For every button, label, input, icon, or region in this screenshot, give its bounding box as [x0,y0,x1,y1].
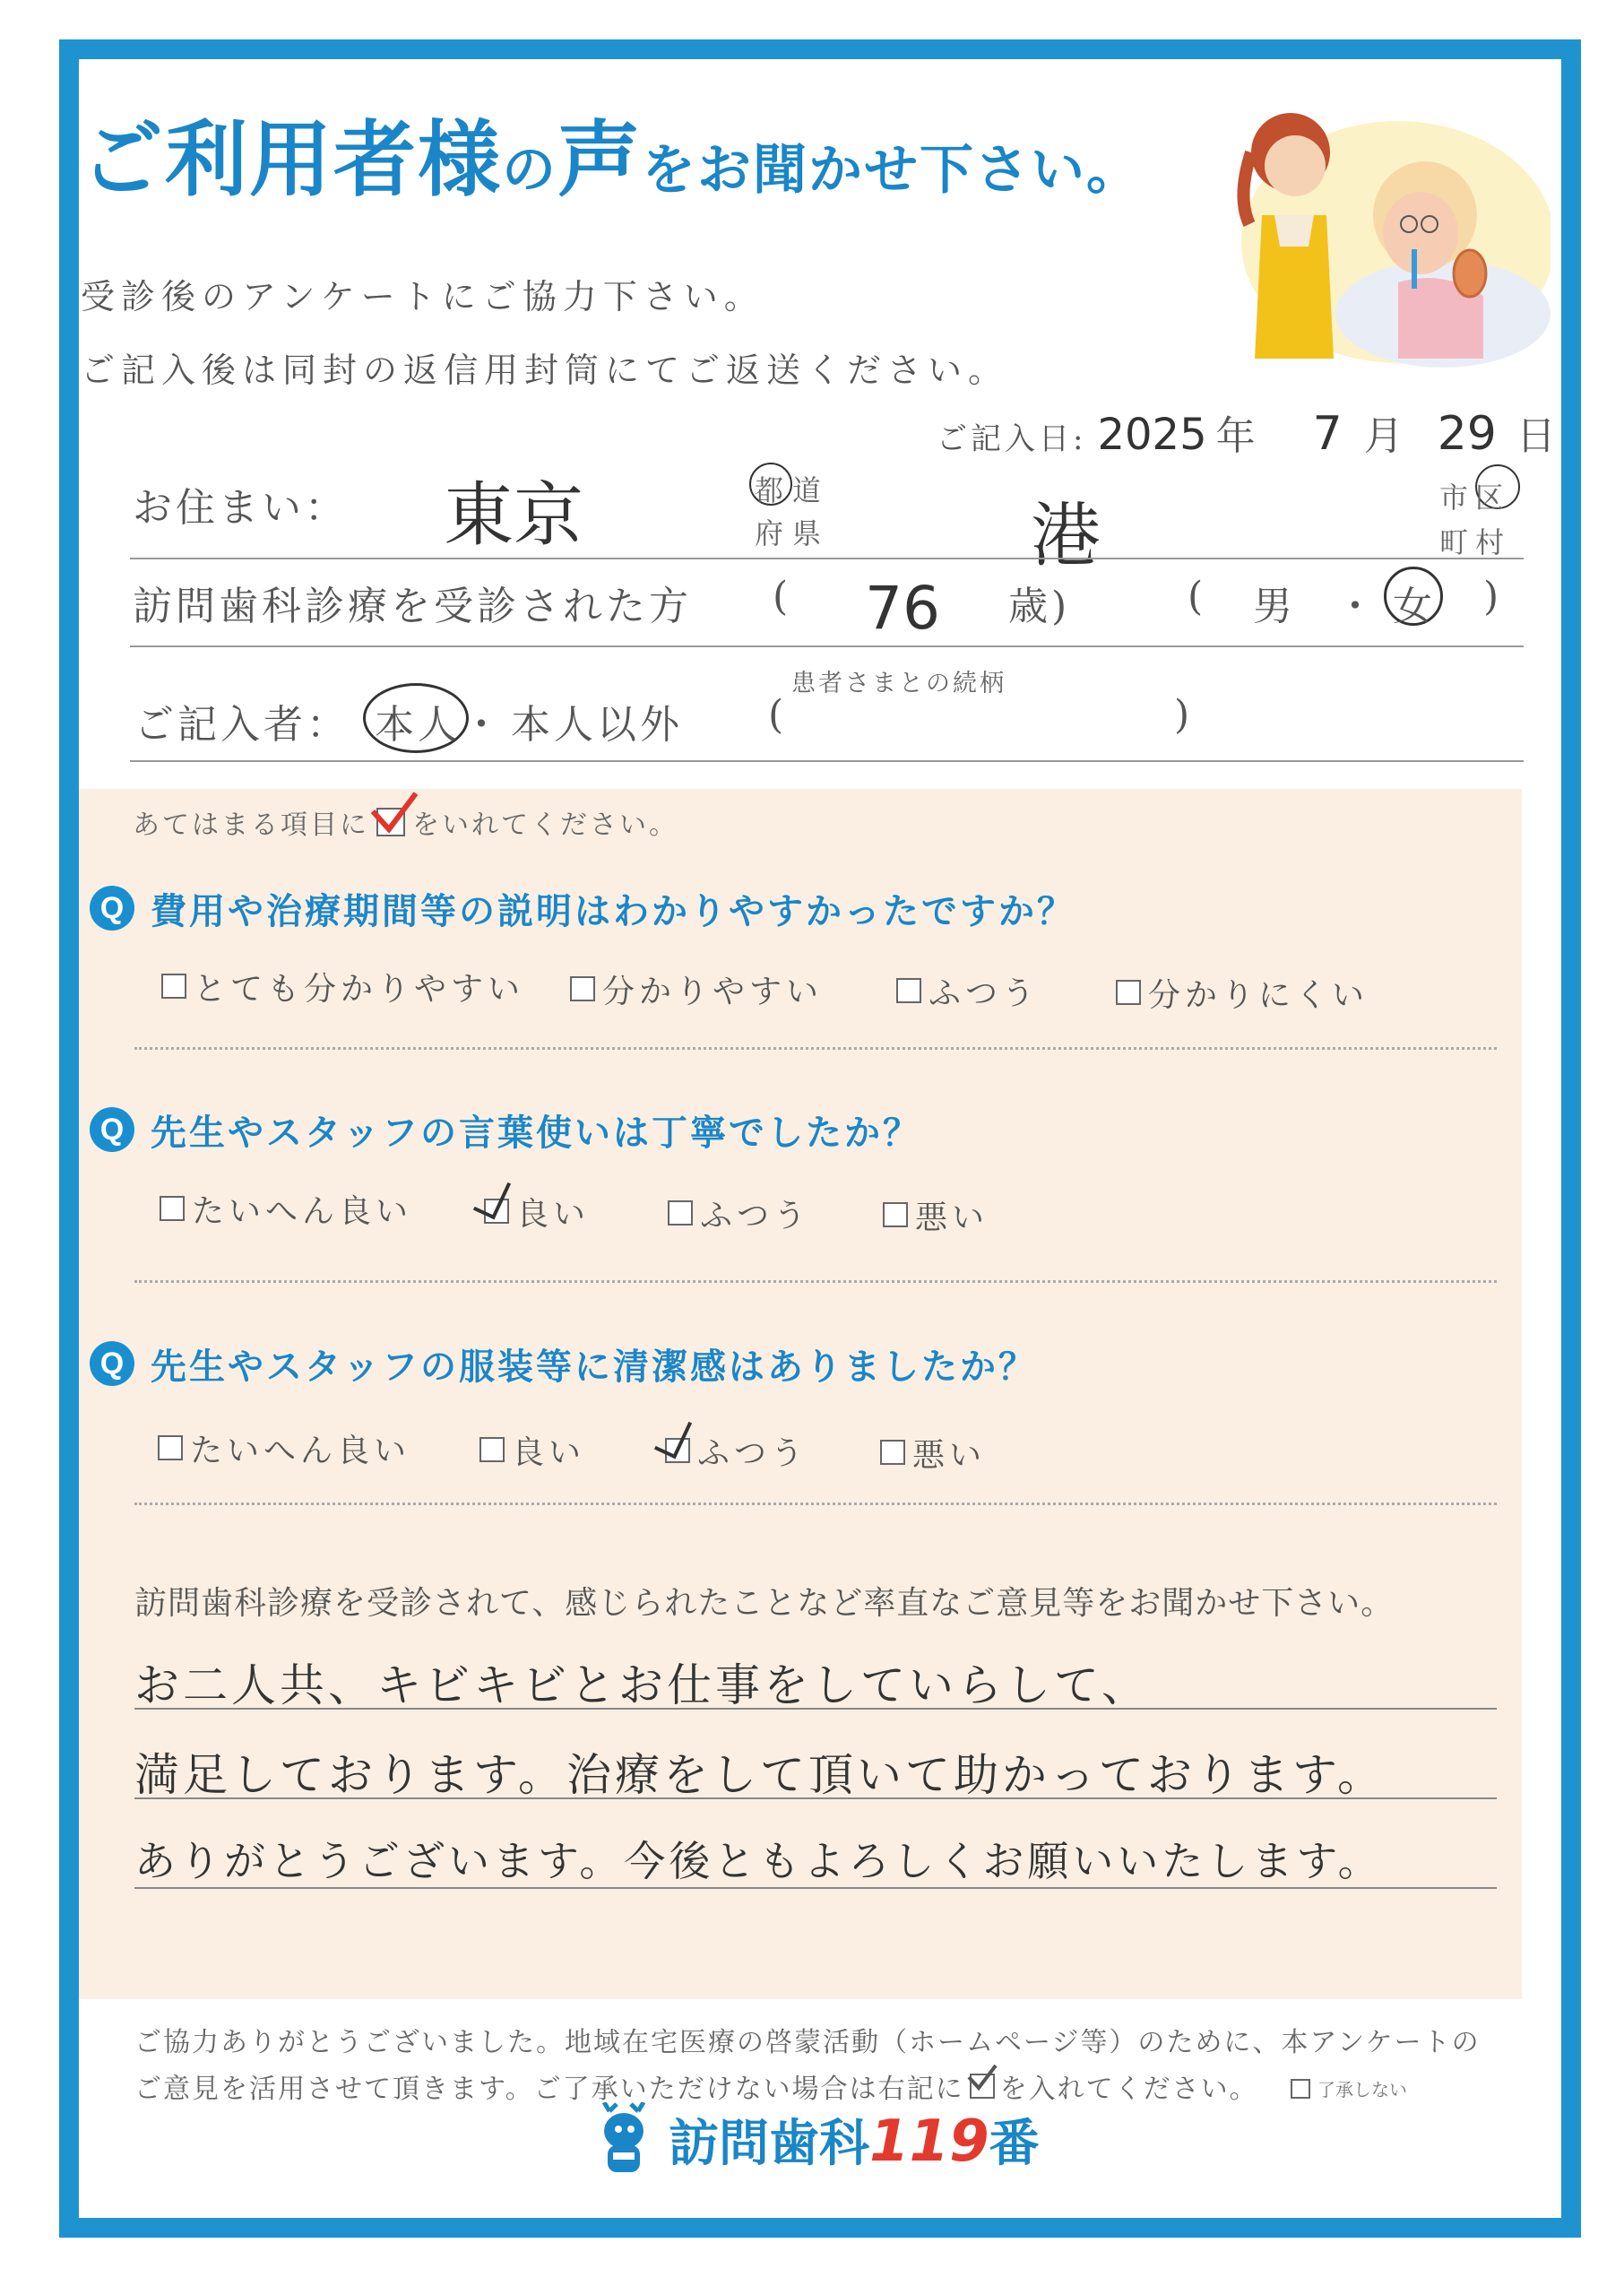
checkbox[interactable] [479,1437,505,1462]
question-text: 費用や治療期間等の説明はわかりやすかったですか？ [151,889,1075,932]
checkbox[interactable] [161,974,186,999]
separator [134,1280,1497,1283]
question-badge: Q [90,886,134,931]
hand-mirror-icon [1454,250,1486,297]
q3-option-4[interactable]: 悪い [880,1430,986,1475]
writer-label: ご記入者： [134,702,350,748]
checkbox[interactable] [1116,980,1141,1005]
decline-option[interactable]: 了承しない [1291,2075,1407,2101]
q2-option-4[interactable]: 悪い [883,1192,989,1237]
question-1 [90,883,1075,933]
patient-label: 訪問歯科診療を受診された方 [133,584,692,629]
checkbox[interactable] [880,1440,905,1465]
checkbox[interactable] [896,978,921,1003]
question-badge: Q [90,1107,134,1152]
comment-rule-2 [134,1797,1497,1799]
question-3 [90,1338,1037,1389]
footer-line-2: ご意見を活用させて頂きます。ご了承いただけない場合は右記に を入れてください。 [134,2066,1258,2106]
age-unit: 歳) [1008,584,1071,629]
date-year: 2025 [1097,410,1207,460]
sex-paren-close: ) [1483,574,1503,619]
sex-female: 女 [1393,584,1436,629]
sex-dot: ・ [1335,584,1378,629]
date-month-unit: 月 [1363,413,1407,459]
age-value: 76 [865,574,940,643]
writer-self: 本人 [375,702,461,748]
caregiver-face [1265,135,1326,196]
checkbox[interactable] [1291,2079,1310,2099]
address-prefecture-value: 東京 [444,475,584,556]
date-year-unit: 年 [1215,413,1259,459]
writer-paren-close: ) [1174,692,1194,738]
q1-option-2[interactable]: 分かりやすい [570,966,823,1011]
date-label: ご記入日: [937,421,1087,457]
q2-option-2[interactable]: 良い [484,1189,590,1234]
patient-face [1383,192,1458,274]
comment-prompt: 訪問歯科診療を受診されて、感じられたことなど率直なご意見等をお聞かせ下さい。 [134,1585,1395,1622]
checkbox[interactable] [158,1435,183,1460]
q3-option-3[interactable]: ふつう [665,1428,808,1473]
q1-option-1[interactable]: とても分かりやすい [161,964,524,1009]
q2-option-3[interactable]: ふつう [668,1191,810,1235]
logo-text-pre: 訪問歯科 [669,2115,869,2173]
comment-rule-1 [134,1708,1497,1710]
separator [134,1047,1497,1050]
page-title: ご利用者様の声をお聞かせ下さい。 [81,111,1143,208]
question-text: 先生やスタッフの言葉使いは丁寧でしたか？ [151,1111,921,1154]
checkbox[interactable] [160,1196,185,1221]
prefecture-units-bottom: 府県 [755,516,831,550]
sample-check-icon [376,808,405,836]
prefecture-units-top: 都道 [755,473,831,507]
brand-logo [592,2102,1040,2178]
instruction-line-1: 受診後のアンケートにご協力下さい。 [81,277,764,316]
logo-number: 119 [869,2109,989,2175]
checkbox[interactable] [570,976,595,1001]
q2-option-1[interactable]: たいへん良い [160,1186,412,1231]
writer-paren-open: ( [768,692,788,738]
date-day: 29 [1437,407,1497,461]
deer-mascot-icon [592,2102,660,2178]
checkbox[interactable] [883,1202,908,1227]
date-month: 7 [1312,407,1343,461]
footer-line-1: ご協力ありがとうございました。地域在宅医療の啓蒙活動（ホームページ等）のために、本アンケートの [134,2027,1481,2058]
date-day-unit: 日 [1516,413,1559,459]
toothbrush-icon [1412,249,1417,289]
city-units-top: 市区 [1439,481,1512,515]
comment-line-2: 満足しております。治療をして頂いて助かっております。 [134,1749,1386,1801]
address-label: お住まい： [133,485,348,531]
writer-underline [130,760,1524,762]
comment-rule-3 [134,1887,1497,1889]
sample-check-icon [970,2074,995,2099]
logo-text-post: 番 [989,2115,1040,2173]
address-underline [130,558,1524,559]
writer-other: 本人以外 [511,702,683,748]
date-row [937,403,1559,461]
instruction-line-2: ご記入後は同封の返信用封筒にてご返送ください。 [81,351,1009,390]
q3-option-2[interactable]: 良い [479,1427,585,1472]
question-text: 先生やスタッフの服装等に清潔感はありましたか？ [151,1345,1037,1388]
address-city-value: 港 [1031,496,1101,576]
sex-male: 男 [1253,584,1296,629]
question-badge: Q [90,1341,134,1386]
checkbox-checked[interactable] [484,1199,509,1224]
checkbox[interactable] [668,1200,693,1225]
writer-dot: ・ [462,702,505,748]
sex-paren-open: ( [1188,574,1207,619]
comment-line-1: お二人共、キビキビとお仕事をしていらして、 [134,1659,1150,1711]
relation-caption: 患者さまとの続柄 [791,670,1006,697]
check-instruction: あてはまる項目に をいれてください。 [133,802,678,842]
comment-line-3: ありがとうございます。今後ともよろしくお願いいたします。 [134,1837,1383,1885]
question-2 [90,1104,921,1155]
caregiver-illustration [1174,90,1551,377]
patient-underline [130,645,1524,647]
q1-option-3[interactable]: ふつう [896,968,1039,1013]
q1-option-4[interactable]: 分かりにくい [1116,970,1369,1015]
separator [134,1503,1497,1505]
city-units-bottom: 町村 [1439,525,1512,559]
q3-option-1[interactable]: たいへん良い [158,1425,410,1470]
age-paren-open: ( [773,574,792,619]
checkbox-checked[interactable] [665,1438,690,1463]
